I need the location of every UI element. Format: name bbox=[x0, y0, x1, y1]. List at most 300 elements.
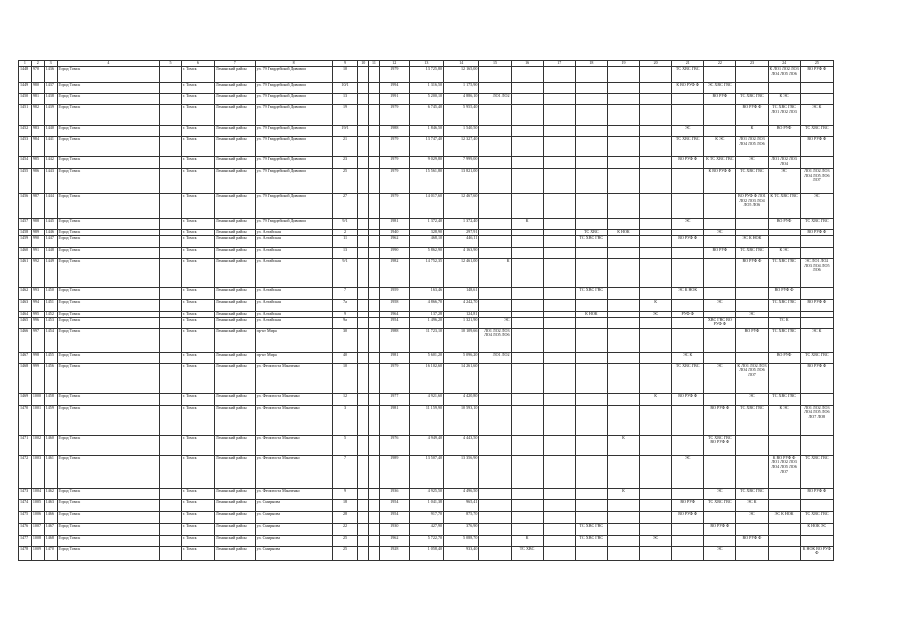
table-cell: Ленинский район bbox=[214, 511, 255, 523]
table-cell: 1979 bbox=[379, 104, 409, 125]
table-cell bbox=[369, 435, 380, 455]
table-cell: ул. 79 Гвардейской Дивизии bbox=[255, 136, 332, 156]
table-cell: ТС ХВС ГВС ВО РУФ Ф bbox=[704, 435, 736, 455]
table-cell bbox=[575, 511, 607, 523]
table-cell bbox=[607, 125, 639, 136]
table-cell bbox=[607, 136, 639, 156]
table-cell: 1962 bbox=[379, 535, 409, 546]
table-cell: К НОК bbox=[575, 311, 607, 317]
table-cell: ВО РУФ Ф bbox=[704, 405, 736, 435]
table-cell: г. Томск bbox=[181, 455, 214, 488]
table-cell: 1449 bbox=[19, 82, 32, 93]
table-cell bbox=[704, 258, 736, 287]
table-cell: ул. 79 Гвардейской Дивизии bbox=[255, 218, 332, 229]
table-cell bbox=[369, 317, 380, 328]
table-cell: 965,41 bbox=[444, 499, 479, 511]
column-number: 23 bbox=[736, 61, 768, 67]
table-cell bbox=[672, 317, 704, 328]
table-cell bbox=[543, 258, 575, 287]
table-cell bbox=[358, 66, 369, 82]
table-cell bbox=[704, 218, 736, 229]
table-cell: ЭС К bbox=[736, 499, 768, 511]
table-cell: ЭС bbox=[768, 168, 800, 193]
table-cell: 5 601,20 bbox=[409, 352, 443, 363]
table-cell: Город Томск bbox=[57, 287, 160, 299]
table-cell: ВО РУФ Ф bbox=[672, 511, 704, 523]
table-cell bbox=[607, 66, 639, 82]
table-cell: г. Томск bbox=[181, 136, 214, 156]
table-cell: 1009 bbox=[31, 546, 44, 560]
table-row bbox=[19, 352, 834, 363]
table-cell: 993 bbox=[31, 287, 44, 299]
table-cell: 4 496,50 bbox=[444, 488, 479, 499]
table-cell: Город Томск bbox=[57, 535, 160, 546]
table-cell bbox=[607, 247, 639, 258]
table-cell: К bbox=[736, 125, 768, 136]
table-cell: ТС ХВС ГВС bbox=[575, 523, 607, 535]
table-row bbox=[19, 104, 834, 125]
table-cell: 1005 bbox=[31, 499, 44, 511]
table-cell: г. Томск bbox=[181, 363, 214, 393]
table-cell bbox=[800, 317, 833, 328]
table-cell: 5 088,70 bbox=[444, 535, 479, 546]
table-cell: 990 bbox=[31, 235, 44, 247]
table-cell: 7 bbox=[332, 287, 358, 299]
table-cell bbox=[358, 93, 369, 104]
table-cell bbox=[479, 435, 511, 455]
table-cell: ТС ХВС ГВС bbox=[736, 488, 768, 499]
table-cell: 1468 bbox=[19, 363, 32, 393]
table-cell: 1473 bbox=[19, 488, 32, 499]
table-cell: К bbox=[640, 393, 672, 405]
table-cell: ВО РУФ bbox=[672, 499, 704, 511]
table-cell: 1977 bbox=[379, 393, 409, 405]
table-cell: г. Томск bbox=[181, 247, 214, 258]
table-cell bbox=[369, 136, 380, 156]
table-cell: 1002 bbox=[31, 435, 44, 455]
table-cell: г. Томск bbox=[181, 352, 214, 363]
table-cell: ЭС bbox=[736, 511, 768, 523]
table-cell: 1439 bbox=[44, 104, 57, 125]
table-cell: ул. Алтайская bbox=[255, 311, 332, 317]
table-cell bbox=[800, 499, 833, 511]
table-cell bbox=[800, 93, 833, 104]
table-cell: 13 bbox=[332, 247, 358, 258]
table-cell: К ТС ХВС ГВС bbox=[704, 156, 736, 168]
table-cell: 1446 bbox=[44, 229, 57, 235]
table-cell: Ленинский район bbox=[214, 93, 255, 104]
table-cell: 1928 bbox=[379, 546, 409, 560]
table-cell bbox=[479, 511, 511, 523]
table-cell: Город Томск bbox=[57, 125, 160, 136]
column-number: 15 bbox=[479, 61, 511, 67]
table-cell: Город Томск bbox=[57, 523, 160, 535]
table-cell: 1474 bbox=[19, 499, 32, 511]
table-cell bbox=[800, 535, 833, 546]
table-cell bbox=[358, 405, 369, 435]
table-row bbox=[19, 258, 834, 287]
table-cell bbox=[607, 363, 639, 393]
table-cell: ВО РУФ Ф bbox=[800, 363, 833, 393]
table-cell bbox=[543, 363, 575, 393]
table-cell bbox=[640, 488, 672, 499]
table-cell: 983 bbox=[31, 125, 44, 136]
table-cell bbox=[704, 455, 736, 488]
table-cell bbox=[704, 125, 736, 136]
table-cell bbox=[607, 299, 639, 311]
table-cell: Город Томск bbox=[57, 352, 160, 363]
table-cell: 1448 bbox=[44, 247, 57, 258]
column-number: 11 bbox=[369, 61, 380, 67]
table-cell bbox=[479, 235, 511, 247]
table-cell: К ВО РУФ Ф bbox=[704, 168, 736, 193]
table-cell: ЭС bbox=[640, 311, 672, 317]
table-cell: 1979 bbox=[379, 156, 409, 168]
table-cell: ЭС bbox=[736, 156, 768, 168]
table-cell bbox=[511, 523, 543, 535]
table-cell bbox=[768, 435, 800, 455]
table-cell: 5 862,90 bbox=[409, 247, 443, 258]
table-cell: 1459 bbox=[19, 235, 32, 247]
table-cell bbox=[160, 435, 181, 455]
table-cell: Ленинский район bbox=[214, 352, 255, 363]
table-row bbox=[19, 193, 834, 218]
table-cell bbox=[369, 247, 380, 258]
table-cell: 875,70 bbox=[444, 511, 479, 523]
table-cell: 297,91 bbox=[444, 229, 479, 235]
table-cell bbox=[369, 258, 380, 287]
table-cell bbox=[511, 328, 543, 352]
table-row bbox=[19, 93, 834, 104]
table-cell: 27 bbox=[332, 193, 358, 218]
table-cell bbox=[704, 235, 736, 247]
table-cell bbox=[640, 363, 672, 393]
table-cell bbox=[607, 393, 639, 405]
table-cell bbox=[543, 328, 575, 352]
table-cell bbox=[607, 546, 639, 560]
table-cell bbox=[369, 393, 380, 405]
table-cell bbox=[511, 93, 543, 104]
table-cell bbox=[160, 523, 181, 535]
table-cell bbox=[607, 352, 639, 363]
table-cell: ул. Алтайская bbox=[255, 235, 332, 247]
table-cell bbox=[736, 287, 768, 299]
table-cell bbox=[640, 247, 672, 258]
table-cell: 998 bbox=[31, 352, 44, 363]
table-cell bbox=[358, 455, 369, 488]
table-cell: ТС ХВС ГВС bbox=[800, 455, 833, 488]
table-cell bbox=[672, 328, 704, 352]
table-cell: ТС ХВС ГВС bbox=[768, 393, 800, 405]
table-cell bbox=[607, 511, 639, 523]
table-cell bbox=[736, 455, 768, 488]
table-cell bbox=[704, 104, 736, 125]
table-cell bbox=[543, 193, 575, 218]
table-cell bbox=[369, 328, 380, 352]
table-cell bbox=[358, 235, 369, 247]
table-cell: ул. 79 Гвардейской Дивизии bbox=[255, 66, 332, 82]
table-cell: ВО РУФ bbox=[768, 352, 800, 363]
table-cell bbox=[358, 168, 369, 193]
table-cell: г. Томск bbox=[181, 393, 214, 405]
table-cell bbox=[479, 168, 511, 193]
table-cell bbox=[800, 82, 833, 93]
table-cell bbox=[160, 66, 181, 82]
table-cell: 1470 bbox=[44, 546, 57, 560]
table-cell: 30 bbox=[332, 328, 358, 352]
table-cell: 980 bbox=[31, 82, 44, 93]
table-cell: Город Томск bbox=[57, 82, 160, 93]
table-cell: ВО РУФ Ф bbox=[736, 258, 768, 287]
table-cell bbox=[358, 435, 369, 455]
table-cell: ТС ХВС ГВС bbox=[800, 125, 833, 136]
table-cell: Ленинский район bbox=[214, 435, 255, 455]
table-cell: Ленинский район bbox=[214, 229, 255, 235]
table-cell bbox=[768, 546, 800, 560]
table-cell: ВО РУФ Ф bbox=[800, 488, 833, 499]
column-number: 6 bbox=[181, 61, 214, 67]
table-cell bbox=[800, 156, 833, 168]
table-cell: ЛО1 ЛО2 ЛО3 ЛО4 ЛО5 ЛО6 ЛО7 bbox=[800, 168, 833, 193]
table-cell: 997 bbox=[31, 328, 44, 352]
table-row bbox=[19, 125, 834, 136]
table-cell: 19 bbox=[332, 104, 358, 125]
table-cell: ТС ХВС ГВС bbox=[768, 299, 800, 311]
table-cell bbox=[369, 299, 380, 311]
table-cell bbox=[800, 393, 833, 405]
table-cell: 40 bbox=[332, 352, 358, 363]
table-row bbox=[19, 299, 834, 311]
table-cell: 11 bbox=[332, 235, 358, 247]
table-row bbox=[19, 66, 834, 82]
table-cell bbox=[511, 82, 543, 93]
table-row bbox=[19, 363, 834, 393]
table-cell bbox=[640, 193, 672, 218]
table-cell: К ЭС bbox=[768, 247, 800, 258]
table-row bbox=[19, 247, 834, 258]
table-cell: ул. 79 Гвардейской Дивизии bbox=[255, 125, 332, 136]
table-cell bbox=[369, 363, 380, 393]
table-cell bbox=[800, 247, 833, 258]
table-cell bbox=[479, 405, 511, 435]
table-cell: 427,90 bbox=[409, 523, 443, 535]
table-cell: 163,46 bbox=[409, 287, 443, 299]
table-cell: ул. Алтайская bbox=[255, 317, 332, 328]
table-cell bbox=[479, 66, 511, 82]
table-cell bbox=[511, 393, 543, 405]
table-cell: Город Томск bbox=[57, 218, 160, 229]
table-cell bbox=[575, 488, 607, 499]
table-cell: 25 bbox=[332, 535, 358, 546]
table-row bbox=[19, 393, 834, 405]
table-cell: г. Томск bbox=[181, 66, 214, 82]
table-cell: Город Томск bbox=[57, 455, 160, 488]
table-cell bbox=[575, 66, 607, 82]
table-cell: г. Томск bbox=[181, 488, 214, 499]
table-cell: 992 bbox=[31, 258, 44, 287]
table-cell bbox=[369, 546, 380, 560]
table-cell bbox=[511, 104, 543, 125]
table-cell: 1469 bbox=[19, 393, 32, 405]
table-cell bbox=[511, 168, 543, 193]
table-cell: 1990 bbox=[379, 247, 409, 258]
table-cell: 1454 bbox=[19, 156, 32, 168]
table-cell: ТС ХВС ГВС bbox=[672, 363, 704, 393]
table-cell: ул. Смирнова bbox=[255, 523, 332, 535]
table-cell bbox=[160, 93, 181, 104]
table-cell: Город Томск bbox=[57, 229, 160, 235]
table-cell bbox=[160, 136, 181, 156]
table-cell bbox=[511, 299, 543, 311]
table-cell: Ленинский район bbox=[214, 218, 255, 229]
table-cell bbox=[511, 363, 543, 393]
table-cell: 1441 bbox=[44, 136, 57, 156]
table-cell bbox=[543, 535, 575, 546]
table-cell: К ЭС bbox=[768, 93, 800, 104]
table-cell: г. Томск bbox=[181, 435, 214, 455]
table-cell: 12 bbox=[332, 393, 358, 405]
table-cell bbox=[607, 287, 639, 299]
table-cell: 1476 bbox=[19, 523, 32, 535]
table-cell: г. Томск bbox=[181, 156, 214, 168]
table-cell bbox=[160, 499, 181, 511]
table-cell: ул. Смирнова bbox=[255, 535, 332, 546]
table-cell: 1472 bbox=[19, 455, 32, 488]
table-cell bbox=[768, 535, 800, 546]
table-cell: 1940 bbox=[379, 229, 409, 235]
table-cell bbox=[768, 363, 800, 393]
table-cell: ул. 79 Гвардейской Дивизии bbox=[255, 193, 332, 218]
table-row bbox=[19, 455, 834, 488]
table-cell bbox=[640, 511, 672, 523]
table-cell bbox=[358, 193, 369, 218]
table-cell: 19/1 bbox=[332, 125, 358, 136]
table-cell: 3 bbox=[332, 405, 358, 435]
table-cell: ТС ХВС ГВС bbox=[736, 168, 768, 193]
table-cell: 1447 bbox=[44, 235, 57, 247]
table-cell: ЭС bbox=[704, 229, 736, 235]
table-row bbox=[19, 287, 834, 299]
table-cell bbox=[640, 435, 672, 455]
table-row bbox=[19, 488, 834, 499]
table-cell: 18 bbox=[332, 499, 358, 511]
table-cell: 11 723,10 bbox=[409, 328, 443, 352]
table-cell: 1989 bbox=[379, 455, 409, 488]
table-cell: ул. 79 Гвардейской Дивизии bbox=[255, 93, 332, 104]
table-cell: 1467 bbox=[44, 523, 57, 535]
table-cell: Ленинский район bbox=[214, 66, 255, 82]
table-cell: ул. Феоктиста Манченко bbox=[255, 393, 332, 405]
table-cell: ТС ХВС bbox=[575, 229, 607, 235]
table-cell: 1981 bbox=[379, 405, 409, 435]
table-row bbox=[19, 546, 834, 560]
table-cell: Город Томск bbox=[57, 168, 160, 193]
table-cell bbox=[511, 435, 543, 455]
table-cell bbox=[160, 363, 181, 393]
table-cell: 12 467,60 bbox=[444, 193, 479, 218]
table-cell bbox=[607, 168, 639, 193]
table-cell: г. Томск bbox=[181, 104, 214, 125]
table-cell bbox=[479, 287, 511, 299]
table-cell bbox=[672, 435, 704, 455]
table-cell: Город Томск bbox=[57, 311, 160, 317]
table-cell: ВО РУФ Ф bbox=[736, 104, 768, 125]
table-cell bbox=[369, 66, 380, 82]
table-cell bbox=[543, 156, 575, 168]
table-cell bbox=[575, 168, 607, 193]
table-cell bbox=[607, 104, 639, 125]
table-cell bbox=[575, 125, 607, 136]
column-number: 7 bbox=[214, 61, 255, 67]
table-cell: 468,10 bbox=[409, 235, 443, 247]
table-cell: ТС ХВС ГВС bbox=[704, 499, 736, 511]
table-cell: ТС ХВС ГВС bbox=[800, 511, 833, 523]
table-cell bbox=[607, 156, 639, 168]
table-cell: 1456 bbox=[19, 193, 32, 218]
table-cell bbox=[479, 218, 511, 229]
table-cell: 4 163,90 bbox=[444, 247, 479, 258]
table-cell: г. Томск bbox=[181, 499, 214, 511]
table-cell bbox=[672, 299, 704, 311]
table-cell bbox=[479, 125, 511, 136]
table-cell bbox=[736, 546, 768, 560]
table-cell: г. Томск bbox=[181, 125, 214, 136]
table-cell bbox=[160, 455, 181, 488]
table-cell: 9/1 bbox=[332, 218, 358, 229]
table-cell: 1440 bbox=[44, 125, 57, 136]
table-cell: Ленинский район bbox=[214, 455, 255, 488]
table-cell: РУФ Ф bbox=[672, 311, 704, 317]
table-cell: г. Томск bbox=[181, 82, 214, 93]
table-cell: 1958 bbox=[379, 299, 409, 311]
table-cell: ЭС К bbox=[800, 328, 833, 352]
table-cell: 987 bbox=[31, 193, 44, 218]
table-cell bbox=[369, 125, 380, 136]
table-cell: ул. Алтайская bbox=[255, 229, 332, 235]
table-cell: 1451 bbox=[44, 299, 57, 311]
table-cell: ЭС bbox=[672, 218, 704, 229]
table-cell: г. Томск bbox=[181, 218, 214, 229]
table-cell bbox=[160, 535, 181, 546]
table-cell: ВО РУФ Ф bbox=[800, 299, 833, 311]
table-cell bbox=[543, 511, 575, 523]
table-cell: 1451 bbox=[19, 104, 32, 125]
table-cell bbox=[358, 82, 369, 93]
table-cell: 11 159,90 bbox=[409, 405, 443, 435]
table-cell: ТС ХВС ГВС bbox=[736, 405, 768, 435]
table-cell bbox=[160, 104, 181, 125]
table-cell: 1007 bbox=[31, 523, 44, 535]
table-cell: 1979 bbox=[379, 136, 409, 156]
table-cell: 1452 bbox=[19, 125, 32, 136]
table-cell: 1443 bbox=[44, 168, 57, 193]
table-cell bbox=[607, 258, 639, 287]
table-cell: ул. 79 Гвардейской Дивизии bbox=[255, 82, 332, 93]
table-cell: г. Томск bbox=[181, 258, 214, 287]
table-cell: 13 747,40 bbox=[409, 136, 443, 156]
table-cell: ул. Феоктиста Манченко bbox=[255, 488, 332, 499]
table-cell: ул. Алтайская bbox=[255, 299, 332, 311]
table-cell bbox=[358, 299, 369, 311]
table-cell bbox=[575, 405, 607, 435]
table-cell: 124,81 bbox=[444, 311, 479, 317]
table-cell: ЭС bbox=[672, 455, 704, 488]
table-cell: 991 bbox=[31, 247, 44, 258]
table-cell bbox=[369, 168, 380, 193]
table-cell: ул. Смирнова bbox=[255, 499, 332, 511]
table-cell: 376,90 bbox=[444, 523, 479, 535]
table-cell: 9 bbox=[332, 488, 358, 499]
